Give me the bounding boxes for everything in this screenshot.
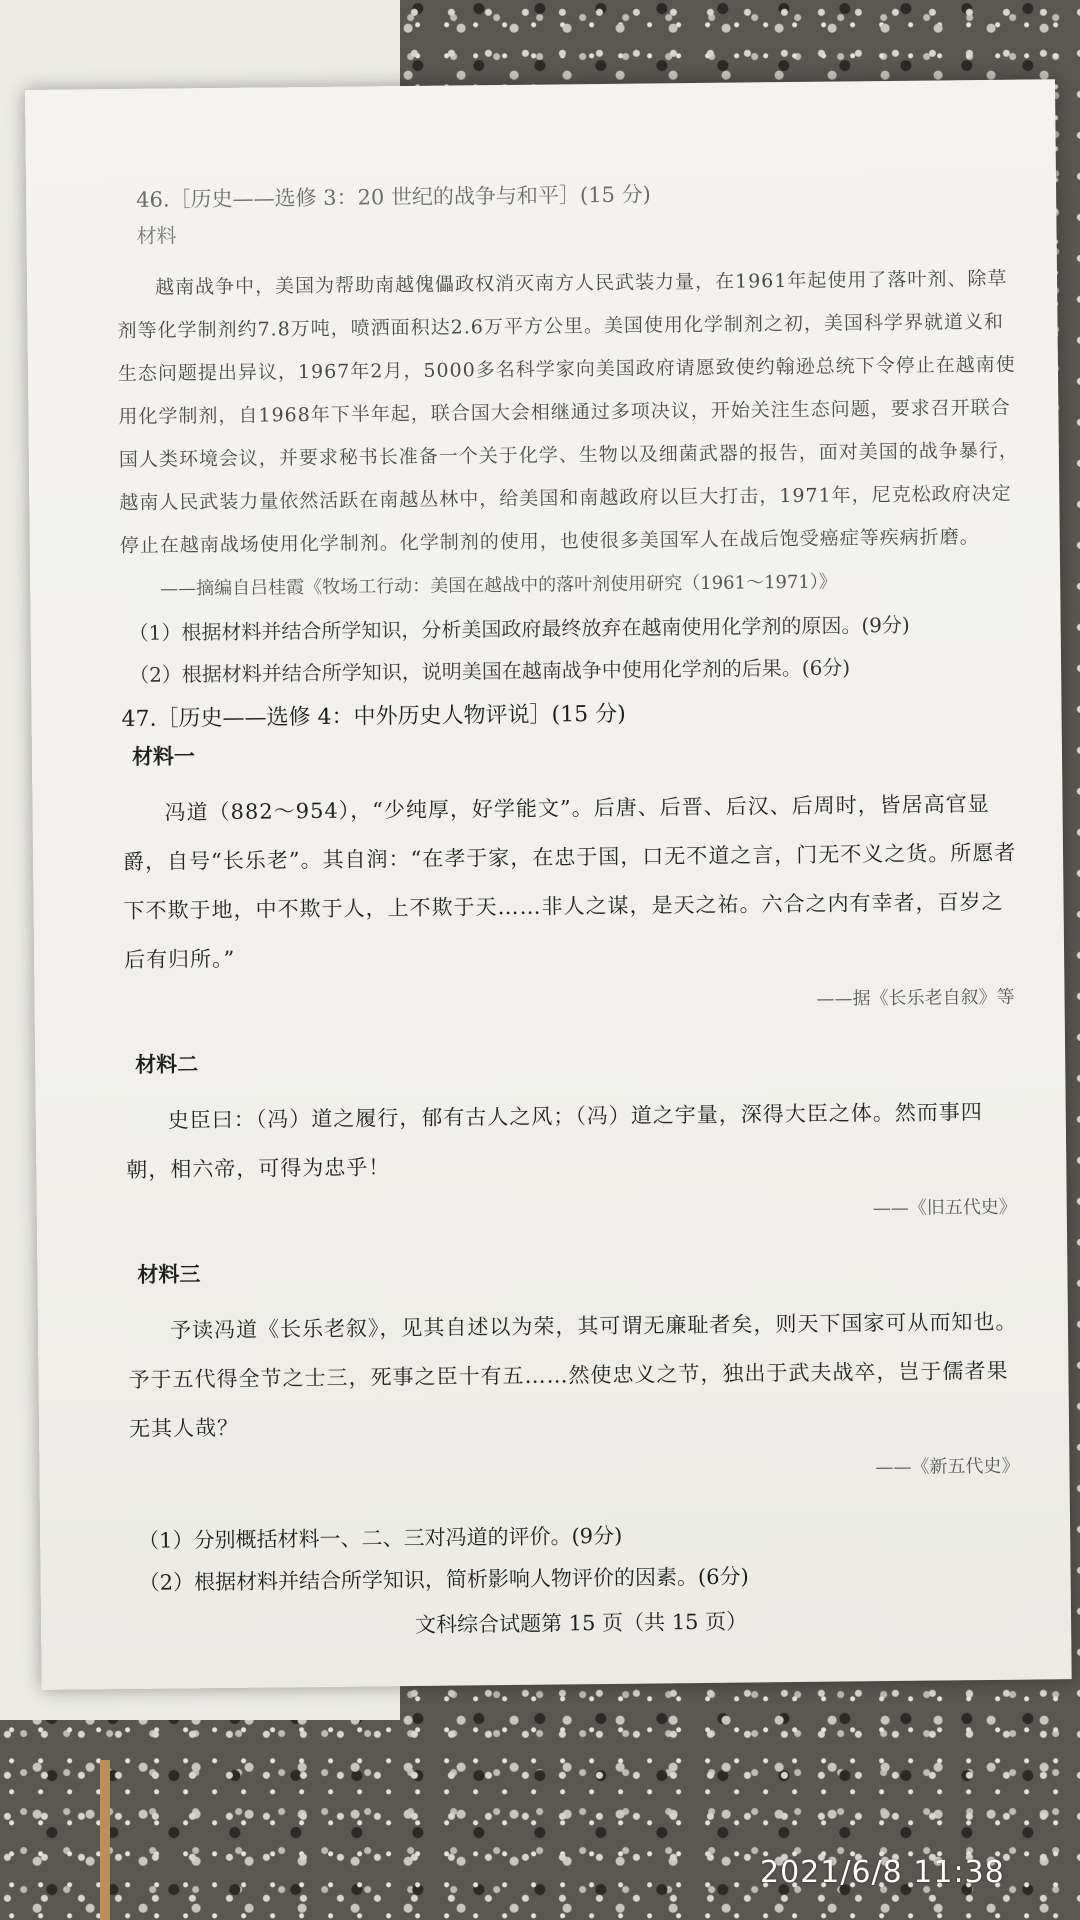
q47-material2-source: ——《旧五代史》 (872, 1196, 1017, 1220)
q47-material1-label: 材料一 (131, 743, 196, 769)
q47-material1-source: ——据《长乐老自叙》等 (816, 986, 1015, 1010)
page-footer: 文科综合试题第 15 页（共 15 页） (414, 1609, 748, 1637)
q46-material-text: 越南战争中，美国为帮助南越傀儡政权消灭南方人民武装力量，在1961年起使用了落叶剂、除草剂等化学制剂约7.8万吨，喷洒面积达2.6万平方公里。美国使用化学制剂之初，美国科学界就道义和生态问题提出异议，1967年2月，5000多名科学家向美国政府请愿致使约翰逊总统下令停止在越南使用化学制剂，自1968年下半年起，联合国大会相继通过多项决议，开始关注生态问题，要求召开联合国人类环境会议，并要求秘书长准备一个关于化学、生物以及细菌武器的报告，面对美国的战争暴行，越南人民武装力量依然活跃在南越丛林中，给美国和南越政府以巨大打击，1971年，尼克松政府决定停止在越南战场使用化学制剂。化学制剂的使用，也使很多美国军人在战后饱受癌症等疾病折磨。 (117, 267, 1019, 558)
q47-material2-label: 材料二 (135, 1051, 199, 1077)
q46-subquestion-2: （2）根据材料并结合所学知识，说明美国在越南战争中使用化学剂的后果。(6分) (129, 655, 851, 687)
q46-material-label: 材料 (136, 223, 177, 248)
q47-material3-text: 予读冯道《长乐老叙》，见其自述以为荣，其可谓无廉耻者矣，则天下国家可从而知也。予于五代得全节之士三，死事之臣十有五……然使忠义之节，独出于武夫战卒，岂于儒者果无其人哉？ (128, 1309, 1018, 1441)
q47-material2-text: 史臣曰：（冯）道之履行，郁有古人之风；（冯）道之宇量，深得大臣之体。然而事四朝，相六帝，可得为忠乎！ (126, 1100, 983, 1182)
q46-subquestion-1: （1）根据材料并结合所学知识，分析美国政府最终放弃在越南使用化学剂的原因。(9分) (128, 612, 910, 645)
q47-material1-text: 冯道（882～954），“少纯厚，好学能文”。后唐、后晋、后汉、后周时，皆居高官显爵，自号“长乐老”。其自润：“在孝于家，在忠于国，口无不道之言，门无不义之货。所愿者下不欺于地，中不欺于人，上不欺于天……非人之谋，是天之祐。六合之内有幸者，百岁之后有归所。” (122, 791, 1017, 973)
sheet-content (116, 175, 1031, 1642)
q47-material3-source: ——《新五代史》 (875, 1455, 1020, 1479)
pencil-edge (100, 1760, 110, 1920)
q47-title: 47.［历史——选修 4：中外历史人物评说］(15 分) (121, 701, 626, 733)
q47-subquestion-1: （1）分别概括材料一、二、三对冯道的评价。(9分) (138, 1523, 623, 1553)
q46-title: 46.［历史——选修 3：20 世纪的战争与和平］(15 分) (136, 182, 651, 212)
exam-sheet (25, 79, 1072, 1690)
photo-timestamp: 2021/6/8 11:38 (760, 1855, 1005, 1890)
q47-material3-label: 材料三 (137, 1261, 201, 1287)
q47-subquestion-2: （2）根据材料并结合所学知识，简析影响人物评价的因素。(6分) (138, 1564, 749, 1595)
q46-source: ——摘编自吕桂霞《牧场工行动：美国在越战中的落叶剂使用研究（1961～1971）》 (160, 571, 837, 600)
